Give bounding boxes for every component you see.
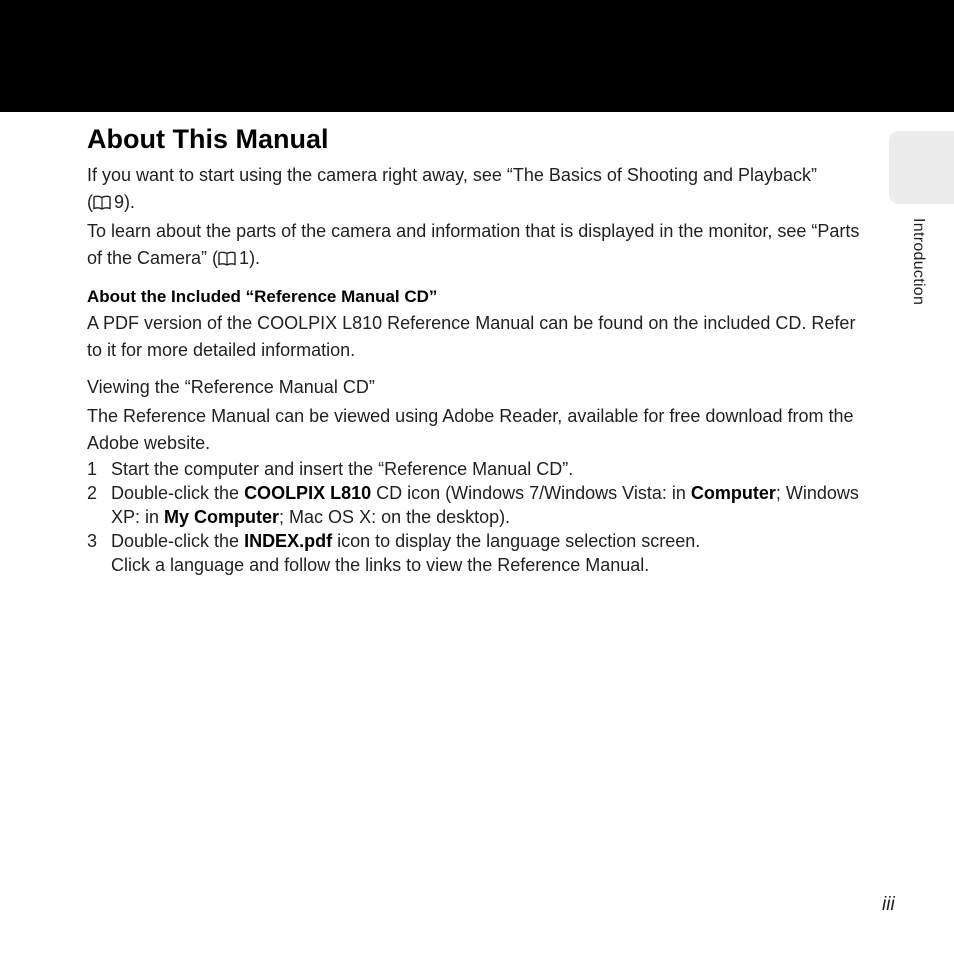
- intro-paragraph-1: [87, 162, 872, 216]
- reference-cd-body: A PDF version of the COOLPIX L810 Reference Manual can be found on the included CD. Refer to it for more detailed information.: [87, 313, 856, 360]
- ref-page-number: 1: [239, 248, 250, 268]
- section-tab-label: Introduction: [910, 218, 927, 306]
- step-2: [87, 481, 867, 529]
- intro-paragraph-2: [87, 218, 872, 272]
- section-tab: [889, 131, 954, 204]
- step-bold-text: INDEX.pdf: [244, 531, 333, 551]
- step-number: 1: [87, 459, 98, 479]
- step-text: Double-click the: [111, 483, 245, 503]
- step-text: CD icon (Windows 7/Windows Vista: in: [371, 483, 691, 503]
- reference-cd-heading: About the Included “Reference Manual CD”: [87, 287, 438, 306]
- intro-paragraph-2-text: To learn about the parts of the camera and information that is displayed in the monitor, see “Parts of the Camera” (: [87, 221, 860, 268]
- steps-list: [87, 457, 867, 577]
- step-3: [87, 529, 867, 577]
- step-text: icon to display the language selection screen.: [332, 531, 701, 551]
- page-number: iii: [882, 894, 895, 915]
- step-text: Click a language and follow the links to view the Reference Manual.: [111, 555, 650, 575]
- step-text: ; Windows XP: in: [111, 483, 859, 527]
- open-book-icon: [218, 251, 236, 266]
- ref-close-paren: ).: [249, 248, 261, 268]
- step-number: 2: [87, 483, 98, 503]
- viewing-heading: Viewing the “Reference Manual CD”: [87, 377, 375, 397]
- step-bold-text: My Computer: [164, 507, 280, 527]
- header-band: [0, 0, 954, 112]
- step-text: Double-click the: [111, 531, 245, 551]
- ref-page-number: 9: [114, 192, 125, 212]
- page-title: About This Manual: [87, 124, 329, 154]
- step-bold-text: Computer: [690, 483, 776, 503]
- viewing-body: The Reference Manual can be viewed using Adobe Reader, available for free download from the Adobe website.: [87, 406, 854, 453]
- intro-paragraph-1-text: If you want to start using the camera right away, see “The Basics of Shooting and Playback”: [87, 165, 818, 185]
- step-text: Start the computer and insert the “Reference Manual CD”.: [111, 459, 574, 479]
- step-number: 3: [87, 531, 98, 551]
- ref-close-paren: ).: [124, 192, 136, 212]
- open-book-icon: [93, 195, 111, 210]
- ref-open-paren: (: [87, 192, 93, 212]
- step-bold-text: COOLPIX L810: [244, 483, 372, 503]
- step-text: ; Mac OS X: on the desktop).: [279, 507, 511, 527]
- step-1: [87, 457, 867, 481]
